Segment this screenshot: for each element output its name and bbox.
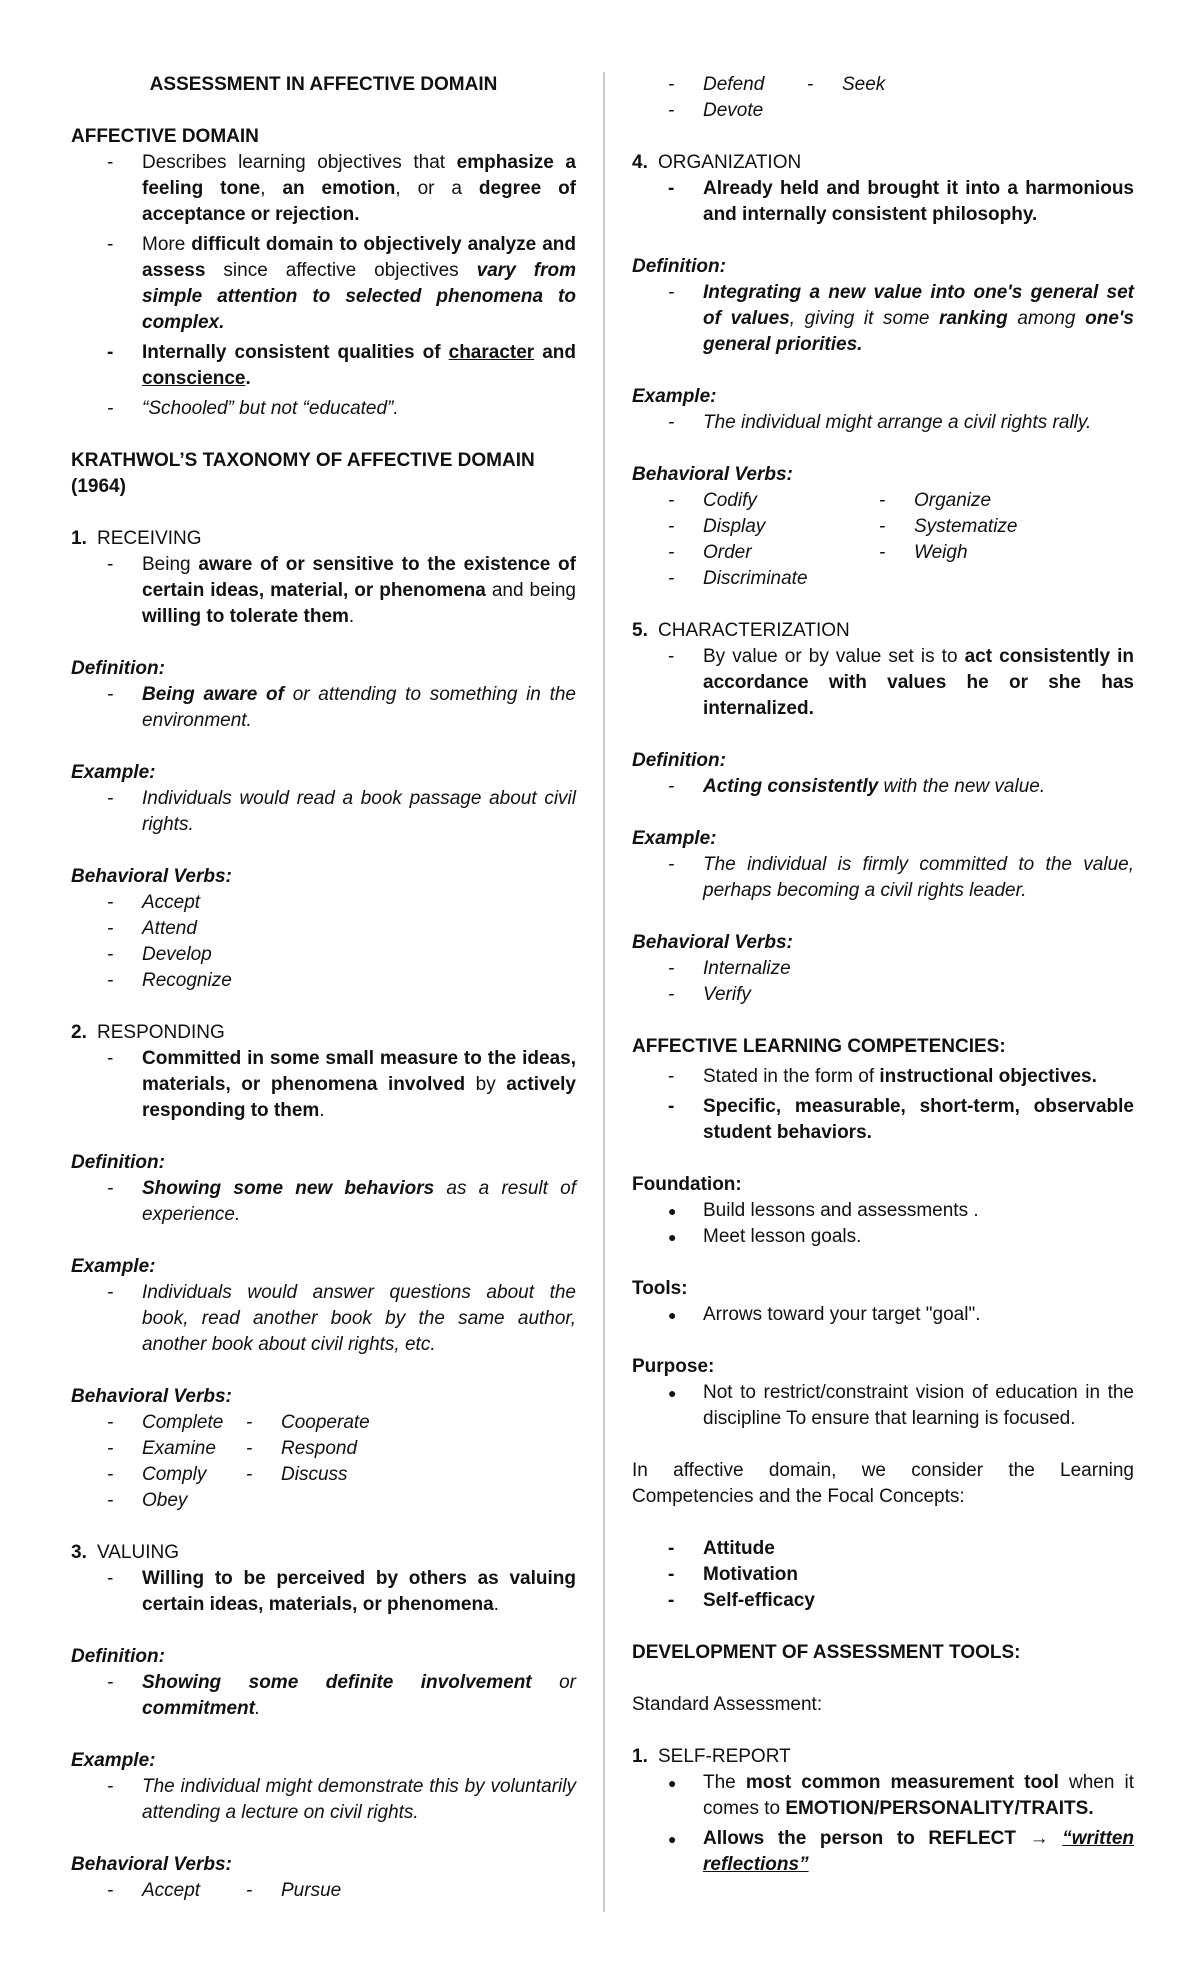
verb-item: - Defend [668,74,765,95]
verb-item: - Discuss [246,1464,348,1485]
foundation-label: Foundation: [632,1174,742,1195]
focal-concept: - Motivation [668,1564,798,1585]
verbs-label: Behavioral Verbs: [71,866,232,887]
definition-label: Definition: [71,1152,165,1173]
receiving-definition: - Being aware of or attending to something in the environment. [107,684,576,731]
verb-item: - Cooperate [246,1412,370,1433]
valuing-example: - The individual might demonstrate this by voluntarily attending a lecture on civil rights. [107,1776,576,1823]
characterization-verbs [632,956,1134,1008]
self-report-heading: 1. SELF-REPORT [632,1746,791,1767]
self-report-point: ● The most common measurement tool when it comes to EMOTION/PERSONALITY/TRAITS. [668,1772,1135,1819]
definition-label: Definition: [632,256,726,277]
responding-verbs [71,1410,576,1514]
verb-item: - Systematize [879,516,1018,537]
verb-item: - Seek [807,74,886,95]
organization-heading: 4. ORGANIZATION [632,152,802,173]
right-column [632,72,1134,1878]
verb-item: - Develop [107,944,212,965]
responding-example: - Individuals would answer questions about the book, read another book by the same author, another book about civil rights, etc. [107,1282,576,1355]
example-label: Example: [71,1750,156,1771]
definition-label: Definition: [632,750,726,771]
organization-example: - The individual might arrange a civil rights rally. [668,412,1092,433]
verb-item: - Examine [107,1438,216,1459]
verb-item: - Devote [668,100,764,121]
focal-intro: In affective domain, we consider the Learning Competencies and the Focal Concepts: [632,1460,1134,1507]
verb-item: - Accept [107,892,201,913]
definition-label: Definition: [71,1646,165,1667]
responding-description: - Committed in some small measure to the ideas, materials, or phenomena involved by actively responding to them. [107,1048,577,1121]
affective-point: - More difficult domain to objectively analyze and assess since affective objectives vary from simple attention to selected phenomena to complex. [107,234,577,333]
verb-item: - Pursue [246,1880,342,1901]
valuing-verbs [71,1878,576,1904]
receiving-verbs [71,890,576,994]
affective-point: - Internally consistent qualities of character and conscience. [107,342,576,389]
verb-item: - Internalize [668,958,791,979]
document-title: ASSESSMENT IN AFFECTIVE DOMAIN [149,74,498,95]
foundation-item: ● Meet lesson goals. [668,1226,862,1247]
verb-item: - Order [668,542,752,563]
verb-item: - Verify [668,984,751,1005]
verb-item: - Discriminate [668,568,808,589]
affective-point: - Describes learning objectives that emphasize a feeling tone, an emotion, or a degree of acceptance or rejection. [107,152,577,225]
verbs-label: Behavioral Verbs: [71,1854,232,1875]
characterization-heading: 5. CHARACTERIZATION [632,620,850,641]
purpose-item: ● Not to restrict/constraint vision of education in the discipline To ensure that learning is focused. [668,1382,1134,1429]
verb-item: - Organize [879,490,992,511]
column-divider [603,72,605,1912]
verb-item: - Accept [107,1880,201,1901]
verb-item: - Codify [668,490,757,511]
verb-item: - Respond [246,1438,358,1459]
valuing-heading: 3. VALUING [71,1542,180,1563]
focal-concept: - Self-efficacy [668,1590,815,1611]
organization-verbs [632,488,1134,592]
verbs-label: Behavioral Verbs: [632,464,793,485]
verb-item: - Weigh [879,542,968,563]
development-heading: DEVELOPMENT OF ASSESSMENT TOOLS: [632,1642,1021,1663]
receiving-example: - Individuals would read a book passage about civil rights. [107,788,576,835]
definition-label: Definition: [71,658,165,679]
verb-item: - Recognize [107,970,232,991]
taxonomy-heading: KRATHWOL’S TAXONOMY OF AFFECTIVE DOMAIN (1964) [71,450,535,497]
competency-point: - Stated in the form of instructional objectives. [668,1066,1097,1087]
characterization-description: - By value or by value set is to act consistently in accordance with values he or she has internalized. [668,646,1134,719]
verb-item: - Comply [107,1464,207,1485]
verbs-label: Behavioral Verbs: [71,1386,232,1407]
valuing-verbs-continued [632,72,1134,124]
competencies-heading: AFFECTIVE LEARNING COMPETENCIES: [632,1036,1006,1057]
characterization-example: - The individual is firmly committed to the value, perhaps becoming a civil rights leader. [668,854,1134,901]
verb-item: - Attend [107,918,197,939]
arrow-right-icon: → [1016,1828,1063,1849]
valuing-definition: - Showing some definite involvement or commitment. [107,1672,576,1719]
verb-item: - Complete [107,1412,224,1433]
example-label: Example: [632,386,717,407]
responding-heading: 2. RESPONDING [71,1022,225,1043]
focal-concept: - Attitude [668,1538,775,1559]
self-report-point: ● Allows the person to REFLECT → “written reflections” [668,1828,1134,1875]
responding-definition: - Showing some new behaviors as a result of experience. [107,1178,576,1225]
foundation-item: ● Build lessons and assessments . [668,1200,979,1221]
left-column [71,72,576,1904]
standard-assessment-label: Standard Assessment: [632,1694,823,1715]
verb-item: - Display [668,516,766,537]
purpose-label: Purpose: [632,1356,715,1377]
tools-label: Tools: [632,1278,688,1299]
verbs-label: Behavioral Verbs: [632,932,793,953]
example-label: Example: [71,1256,156,1277]
competency-point: - Specific, measurable, short-term, observable student behaviors. [668,1096,1134,1143]
valuing-description: - Willing to be perceived by others as valuing certain ideas, materials, or phenomena. [107,1568,576,1615]
receiving-description: - Being aware of or sensitive to the existence of certain ideas, material, or phenomena and being willing to tolerate them. [107,554,576,627]
characterization-definition: - Acting consistently with the new value. [668,776,1046,797]
verb-item: - Obey [107,1490,188,1511]
tools-item: ● Arrows toward your target "goal". [668,1304,981,1325]
affective-point: - “Schooled” but not “educated”. [107,398,399,419]
affective-domain-heading: AFFECTIVE DOMAIN [71,126,259,147]
example-label: Example: [71,762,156,783]
organization-description: - Already held and brought it into a harmonious and internally consistent philosophy. [668,178,1134,225]
receiving-heading: 1. RECEIVING [71,528,202,549]
organization-definition: - Integrating a new value into one's general set of values, giving it some ranking among one's general priorities. [668,282,1134,355]
example-label: Example: [632,828,717,849]
